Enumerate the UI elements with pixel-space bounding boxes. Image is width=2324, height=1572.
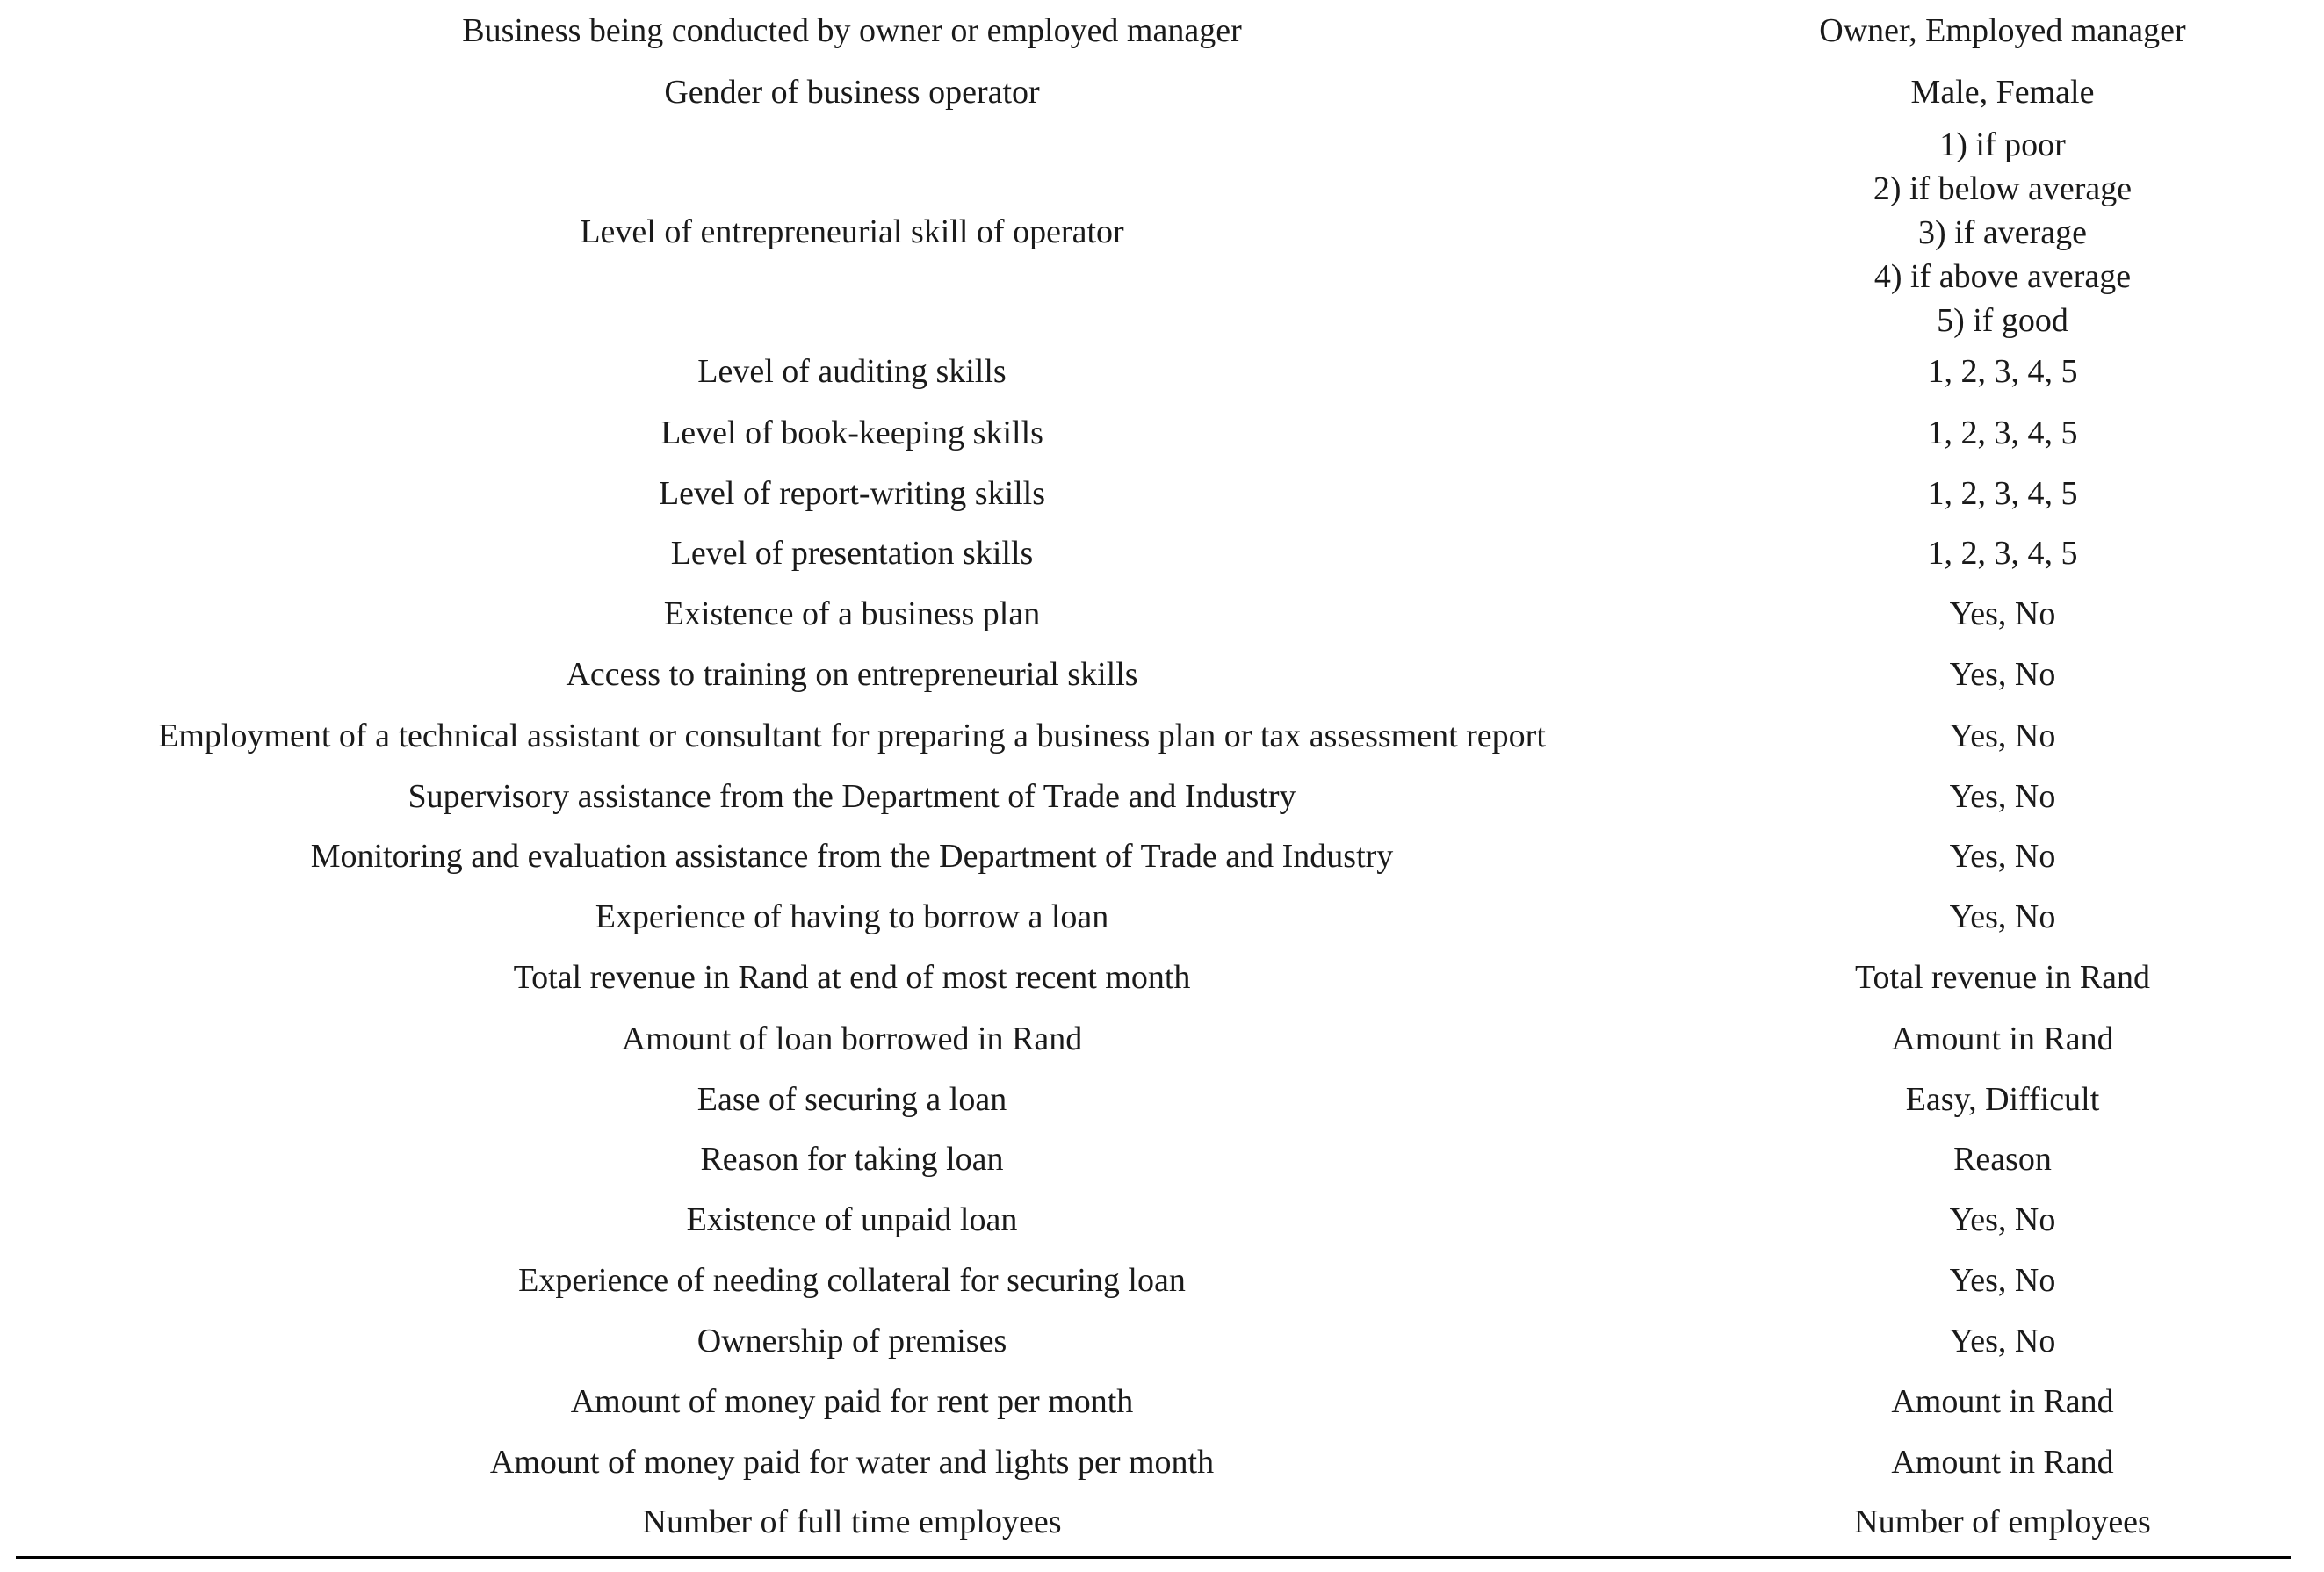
variable-cell: Employment of a technical assistant or consultant for preparing a business plan or tax assessment report (158, 717, 1546, 754)
table-row (0, 411, 2324, 455)
table-row (0, 1380, 2324, 1424)
variable-cell: Monitoring and evaluation assistance from the Department of Trade and Industry (310, 838, 1394, 875)
value-cell: Number of employees (1854, 1503, 2151, 1540)
variable-cell: Access to training on entrepreneurial skills (566, 656, 1138, 693)
table-row (0, 592, 2324, 636)
value-line: 2) if below average (1873, 170, 2133, 207)
value-line: 5) if good (1937, 302, 2068, 339)
variable-cell: Level of presentation skills (670, 535, 1034, 572)
value-line: 3) if average (1918, 214, 2087, 251)
variable-cell: Experience of needing collateral for securing loan (518, 1262, 1186, 1299)
table-bottom-rule (16, 1556, 2291, 1559)
value-cell: Amount in Rand (1891, 1383, 2114, 1420)
variable-cell: Existence of unpaid loan (686, 1201, 1018, 1238)
table-row (0, 1198, 2324, 1242)
table-row (0, 123, 2324, 343)
variable-cell: Business being conducted by owner or employed manager (462, 12, 1242, 49)
table-row (0, 1137, 2324, 1181)
variable-cell: Reason for taking loan (700, 1141, 1004, 1178)
table-row (0, 9, 2324, 53)
variable-cell: Total revenue in Rand at end of most recent month (513, 959, 1191, 996)
value-cell: Yes, No (1949, 778, 2056, 815)
value-line: 4) if above average (1873, 258, 2132, 295)
table-row (0, 1078, 2324, 1121)
value-cell: Yes, No (1949, 1201, 2056, 1238)
table-row (0, 531, 2324, 575)
variable-cell: Experience of having to borrow a loan (595, 898, 1109, 935)
variable-cell: Supervisory assistance from the Department of Trade and Industry (408, 778, 1296, 815)
value-cell: Amount in Rand (1891, 1444, 2114, 1481)
value-cell: Yes, No (1949, 1323, 2056, 1359)
table-row (0, 1258, 2324, 1302)
value-cell: 1, 2, 3, 4, 5 (1927, 353, 2078, 390)
value-cell: Owner, Employed manager (1819, 12, 2186, 49)
value-cell: Male, Female (1910, 74, 2095, 111)
value-cell: Yes, No (1949, 717, 2056, 754)
table-row (0, 775, 2324, 818)
variable-cell: Level of auditing skills (697, 353, 1007, 390)
value-cell: 1, 2, 3, 4, 5 (1927, 475, 2078, 512)
variable-cell: Level of entrepreneurial skill of operator (580, 213, 1124, 250)
value-cell: 1, 2, 3, 4, 5 (1927, 535, 2078, 572)
variable-cell: Amount of loan borrowed in Rand (621, 1020, 1083, 1057)
variable-cell: Level of book-keeping skills (660, 415, 1043, 451)
variable-cell: Existence of a business plan (663, 595, 1041, 632)
value-cell: Yes, No (1949, 838, 2056, 875)
value-cell: Yes, No (1949, 898, 2056, 935)
table-row (0, 1440, 2324, 1484)
table-row (0, 834, 2324, 878)
value-cell: Yes, No (1949, 595, 2056, 632)
value-cell: Amount in Rand (1891, 1020, 2114, 1057)
table-row (0, 1500, 2324, 1544)
variable-cell: Amount of money paid for water and lights per month (489, 1444, 1215, 1481)
variable-cell: Gender of business operator (664, 74, 1040, 111)
value-cell: 1, 2, 3, 4, 5 (1927, 415, 2078, 451)
variable-cell: Number of full time employees (642, 1503, 1062, 1540)
value-cell (1748, 123, 2257, 343)
value-cell: Easy, Difficult (1905, 1081, 2100, 1118)
variable-cell: Ease of securing a loan (696, 1081, 1007, 1118)
variable-cell: Level of report-writing skills (658, 475, 1046, 512)
table-row (0, 350, 2324, 393)
table-row (0, 653, 2324, 696)
value-cell: Yes, No (1949, 1262, 2056, 1299)
variable-cell: Amount of money paid for rent per month (570, 1383, 1134, 1420)
table-row (0, 472, 2324, 516)
value-cell: Total revenue in Rand (1854, 959, 2151, 996)
table-row (0, 70, 2324, 114)
table-row (0, 955, 2324, 999)
table-row (0, 895, 2324, 939)
table-row (0, 1319, 2324, 1363)
value-line: 1) if poor (1939, 126, 2066, 163)
table-row (0, 1017, 2324, 1061)
value-cell: Reason (1953, 1141, 2052, 1178)
value-cell: Yes, No (1949, 656, 2056, 693)
table-row (0, 714, 2324, 758)
variable-cell: Ownership of premises (696, 1323, 1007, 1359)
